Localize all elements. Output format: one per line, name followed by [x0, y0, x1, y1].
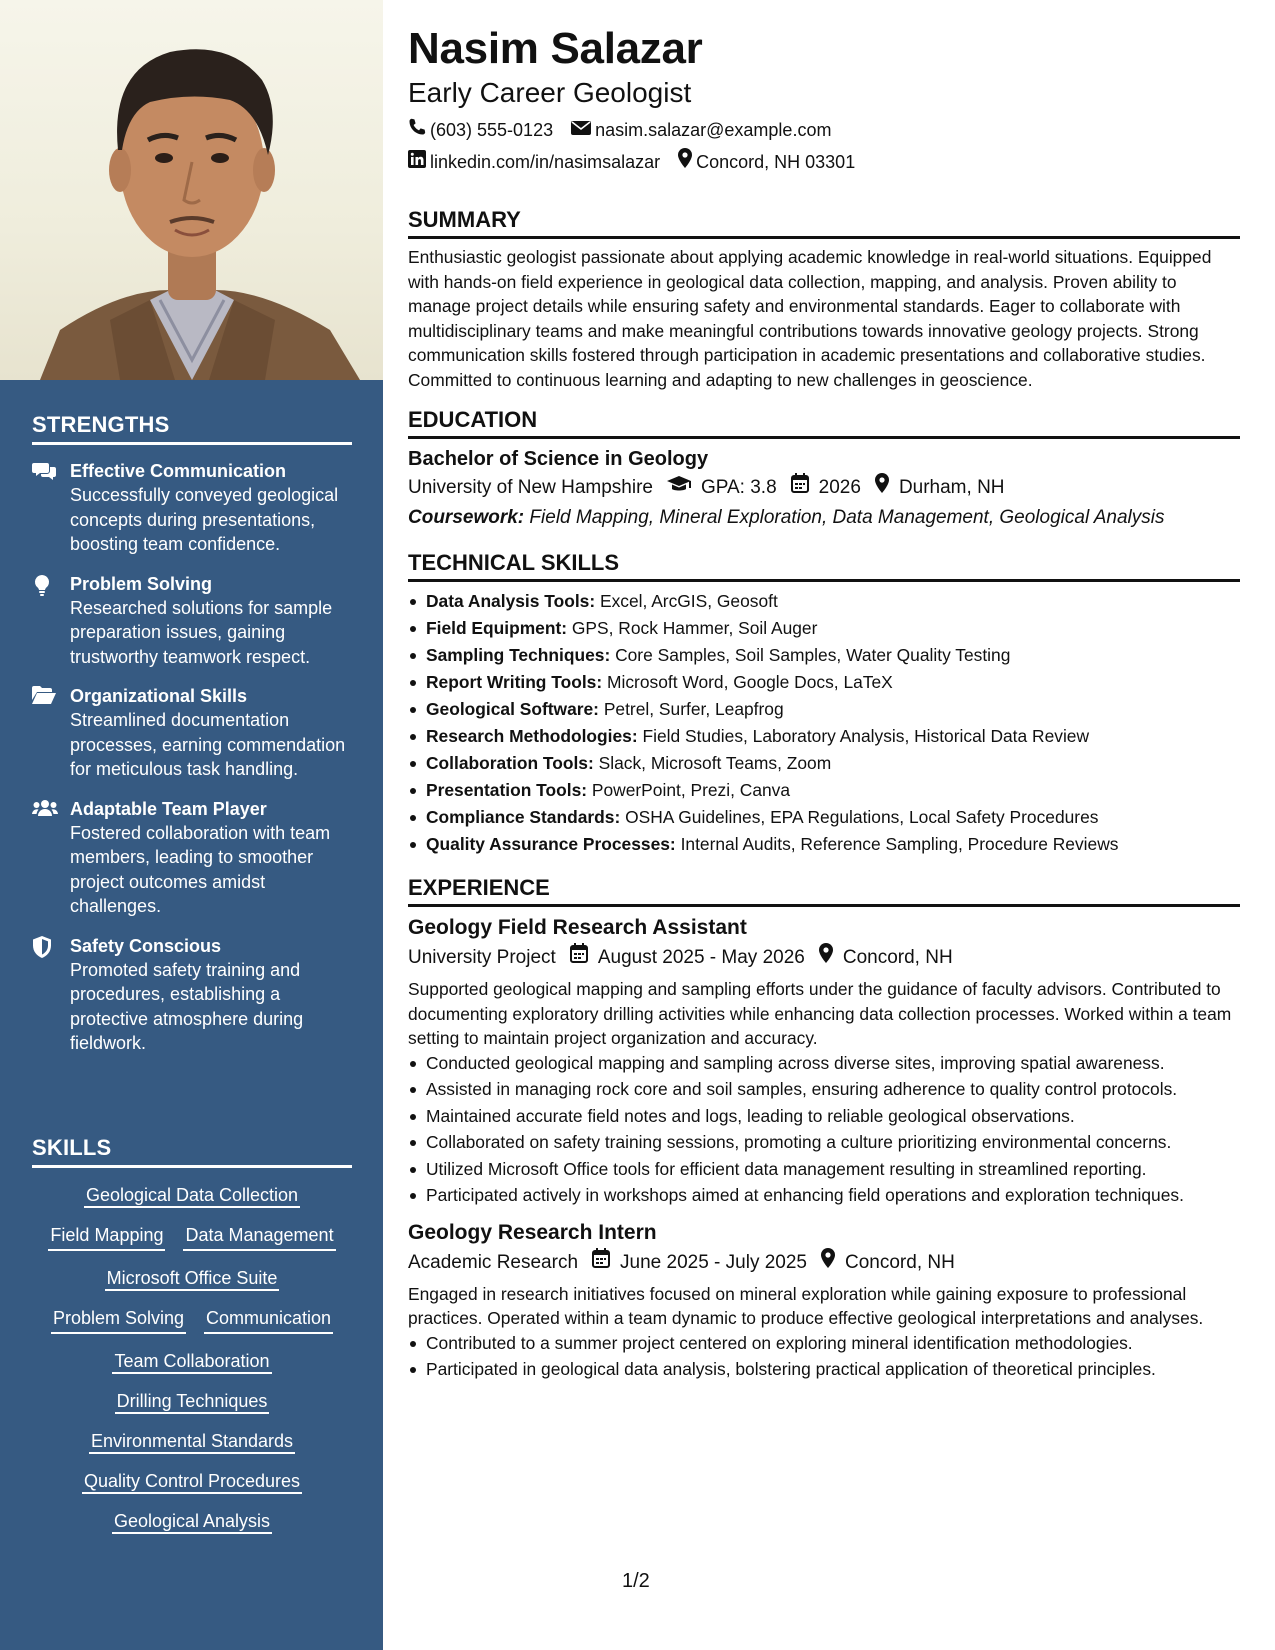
skill-label: Report Writing Tools: — [426, 672, 603, 692]
skill-label: Sampling Techniques: — [426, 645, 611, 665]
list-item: Utilized Microsoft Office tools for efficient data management resulting in streamlined reporting. — [408, 1157, 1240, 1182]
experience-section — [408, 874, 1240, 1382]
list-item — [408, 750, 1240, 777]
job-summary: Supported geological mapping and sampling efforts under the guidance of faculty advisors. Contributed to documenting exploratory drilling activities while enhancing data collection processes. Worked within a team setting to maintain project organization and accuracy. — [408, 979, 1232, 1048]
skill-value: Petrel, Surfer, Leapfrog — [603, 699, 784, 719]
strength-description: Streamlined documentation processes, earning commendation for meticulous task handling. — [70, 710, 346, 779]
skill-value: Microsoft Word, Google Docs, LaTeX — [606, 672, 893, 692]
skill-label: Quality Assurance Processes: — [426, 834, 676, 854]
coursework — [408, 503, 1240, 533]
skill-label: Field Equipment: — [426, 618, 568, 638]
strength-title: Problem Solving — [70, 573, 213, 594]
map-marker-icon — [875, 473, 899, 503]
strength-item — [32, 459, 352, 557]
contact-row — [408, 146, 1240, 178]
list-item — [408, 588, 1240, 615]
education-details — [408, 473, 1240, 503]
job-entry — [408, 1218, 1240, 1382]
technical-skills-list — [408, 588, 1240, 858]
strength-title: Safety Conscious — [70, 935, 222, 956]
list-item: Collaborated on safety training sessions, promoting a culture prioritizing environmental concerns. — [408, 1130, 1240, 1155]
education-section — [408, 406, 1240, 533]
skill-value: GPS, Rock Hammer, Soil Auger — [571, 618, 818, 638]
skill-tag: Data Management — [183, 1222, 335, 1251]
users-icon — [32, 799, 70, 817]
linkedin-link[interactable]: linkedin.com/in/nasimsalazar — [430, 152, 661, 172]
summary-section — [408, 206, 1240, 392]
list-item: Contributed to a summer project centered on exploring mineral identification methodologies. — [408, 1331, 1240, 1356]
list-item — [408, 642, 1240, 669]
job-dates: August 2025 - May 2026 — [597, 947, 805, 968]
coursework-list: Field Mapping, Mineral Exploration, Data Management, Geological Analysis — [529, 507, 1165, 528]
map-marker-icon — [678, 146, 696, 178]
skill-tag: Environmental Standards — [89, 1431, 295, 1454]
coursework-label: Coursework: — [408, 507, 525, 528]
skill-tag: Quality Control Procedures — [82, 1471, 302, 1494]
phone-icon — [408, 114, 430, 146]
folder-open-icon — [32, 686, 70, 704]
skill-tag: Geological Analysis — [112, 1511, 272, 1534]
profile-photo — [0, 0, 383, 380]
strength-title: Adaptable Team Player — [70, 798, 267, 819]
education-heading: EDUCATION — [408, 406, 1240, 439]
list-item: Maintained accurate field notes and logs, leading to reliable geological observations. — [408, 1104, 1240, 1129]
list-item — [408, 696, 1240, 723]
skill-tag: Communication — [204, 1305, 333, 1334]
strength-description: Successfully conveyed geological concepts during presentations, boosting team confidence. — [70, 485, 339, 554]
map-marker-icon — [819, 943, 843, 973]
shield-icon — [32, 936, 70, 958]
skills-heading: SKILLS — [32, 1135, 352, 1168]
skill-value: PowerPoint, Prezi, Canva — [591, 780, 791, 800]
candidate-name: Nasim Salazar — [408, 24, 703, 73]
strength-item — [32, 934, 352, 1056]
candidate-role: Early Career Geologist — [408, 77, 692, 108]
job-dates: June 2025 - July 2025 — [620, 1251, 807, 1273]
list-item: Conducted geological mapping and sampling across diverse sites, improving spatial awareness. — [408, 1051, 1240, 1076]
school-name: University of New Hampshire — [408, 477, 653, 498]
calendar-icon — [570, 943, 598, 973]
strength-item — [32, 572, 352, 670]
skill-label: Collaboration Tools: — [426, 753, 594, 773]
list-item — [408, 669, 1240, 696]
skills-section — [32, 1135, 352, 1534]
summary-heading: SUMMARY — [408, 206, 1240, 239]
map-marker-icon — [821, 1248, 845, 1278]
calendar-icon — [592, 1248, 620, 1278]
skill-tag: Problem Solving — [51, 1305, 186, 1334]
comments-icon — [32, 461, 70, 481]
job-location: Concord, NH — [842, 947, 953, 968]
job-details — [408, 943, 1240, 973]
strength-description: Promoted safety training and procedures, establishing a protective atmosphere during fieldwork. — [70, 959, 304, 1053]
graduation-cap-icon — [667, 473, 701, 503]
skill-value: Core Samples, Soil Samples, Water Quality Testing — [615, 645, 1011, 665]
linkedin-icon — [408, 146, 430, 178]
sidebar — [0, 0, 383, 1650]
skill-tag: Geological Data Collection — [84, 1185, 300, 1208]
phone-number[interactable]: (603) 555-0123 — [430, 120, 554, 140]
list-item: Assisted in managing rock core and soil samples, ensuring adherence to quality control protocols. — [408, 1077, 1240, 1102]
skill-tag: Team Collaboration — [112, 1351, 271, 1374]
skill-label: Research Methodologies: — [426, 726, 638, 746]
job-title: Geology Research Intern — [408, 1220, 657, 1244]
job-title: Geology Field Research Assistant — [408, 916, 747, 939]
strength-description: Researched solutions for sample preparation issues, gaining trustworthy teamwork respect. — [70, 597, 333, 667]
main-content — [408, 22, 1240, 1382]
lightbulb-icon — [32, 574, 70, 596]
list-item — [408, 615, 1240, 642]
list-item: Participated actively in workshops aimed at enhancing field operations and exploration techniques. — [408, 1183, 1240, 1208]
list-item — [408, 804, 1240, 831]
envelope-icon — [571, 114, 595, 146]
location-text: Concord, NH 03301 — [696, 152, 856, 172]
gpa-text: GPA: 3.8 — [700, 477, 777, 498]
strength-item — [32, 797, 352, 919]
skill-label: Compliance Standards: — [426, 807, 621, 827]
job-bullets — [408, 1051, 1240, 1208]
job-location: Concord, NH — [845, 1251, 955, 1273]
list-item — [408, 777, 1240, 804]
skills-list — [32, 1182, 352, 1534]
summary-text: Enthusiastic geologist passionate about applying academic knowledge in real-world situations. Equipped with hands-on field experience in geological data collection, mapping, and analysis. Proven ability to manage project details while ensuring safety and environmental standards. Eager to collaborate with multidisciplinary teams and make meaningful contributions towards innovative geology projects. Strong communication skills fostered through participation in academic presentations and collaborative studies. Committed to continuous learning and adapting to new challenges in geoscience. — [408, 247, 1212, 390]
skill-value: OSHA Guidelines, EPA Regulations, Local Safety Procedures — [625, 807, 1099, 827]
contact-row — [408, 114, 1240, 146]
technical-skills-section — [408, 549, 1240, 858]
strengths-heading: STRENGTHS — [32, 412, 352, 445]
skill-value: Internal Audits, Reference Sampling, Procedure Reviews — [680, 834, 1119, 854]
calendar-icon — [791, 473, 819, 503]
job-organization: University Project — [408, 947, 556, 968]
job-organization: Academic Research — [408, 1251, 579, 1273]
strength-item — [32, 684, 352, 782]
skill-tag: Drilling Techniques — [115, 1391, 270, 1414]
strengths-section — [32, 412, 352, 1071]
skill-value: Slack, Microsoft Teams, Zoom — [598, 753, 832, 773]
technical-skills-heading: TECHNICAL SKILLS — [408, 549, 1240, 582]
skill-label: Data Analysis Tools: — [426, 591, 596, 611]
email-link[interactable]: nasim.salazar@example.com — [595, 120, 832, 140]
skill-tag: Field Mapping — [48, 1222, 165, 1251]
skill-value: Excel, ArcGIS, Geosoft — [599, 591, 778, 611]
graduation-year: 2026 — [818, 477, 861, 498]
strength-description: Fostered collaboration with team members, leading to smoother project outcomes amidst challenges. — [70, 822, 331, 916]
skill-value: Field Studies, Laboratory Analysis, Historical Data Review — [642, 726, 1090, 746]
skill-label: Geological Software: — [426, 699, 599, 719]
skill-label: Presentation Tools: — [426, 780, 588, 800]
page-number: 1/2 — [622, 1570, 650, 1592]
strength-title: Organizational Skills — [70, 686, 248, 706]
degree-title: Bachelor of Science in Geology — [408, 448, 709, 470]
job-details — [408, 1248, 1240, 1278]
experience-heading: EXPERIENCE — [408, 874, 1240, 907]
strength-title: Effective Communication — [70, 461, 287, 481]
job-summary: Engaged in research initiatives focused on mineral exploration while gaining exposure to professional practices. Operated within a team dynamic to produce effective geological interpretations and analyses. — [408, 1283, 1204, 1328]
list-item — [408, 723, 1240, 750]
list-item — [408, 831, 1240, 858]
list-item: Participated in geological data analysis, bolstering practical application of theoretical principles. — [408, 1357, 1240, 1382]
education-location: Durham, NH — [898, 477, 1005, 498]
job-entry — [408, 913, 1240, 1208]
job-bullets — [408, 1331, 1240, 1382]
skill-tag: Microsoft Office Suite — [105, 1268, 280, 1291]
